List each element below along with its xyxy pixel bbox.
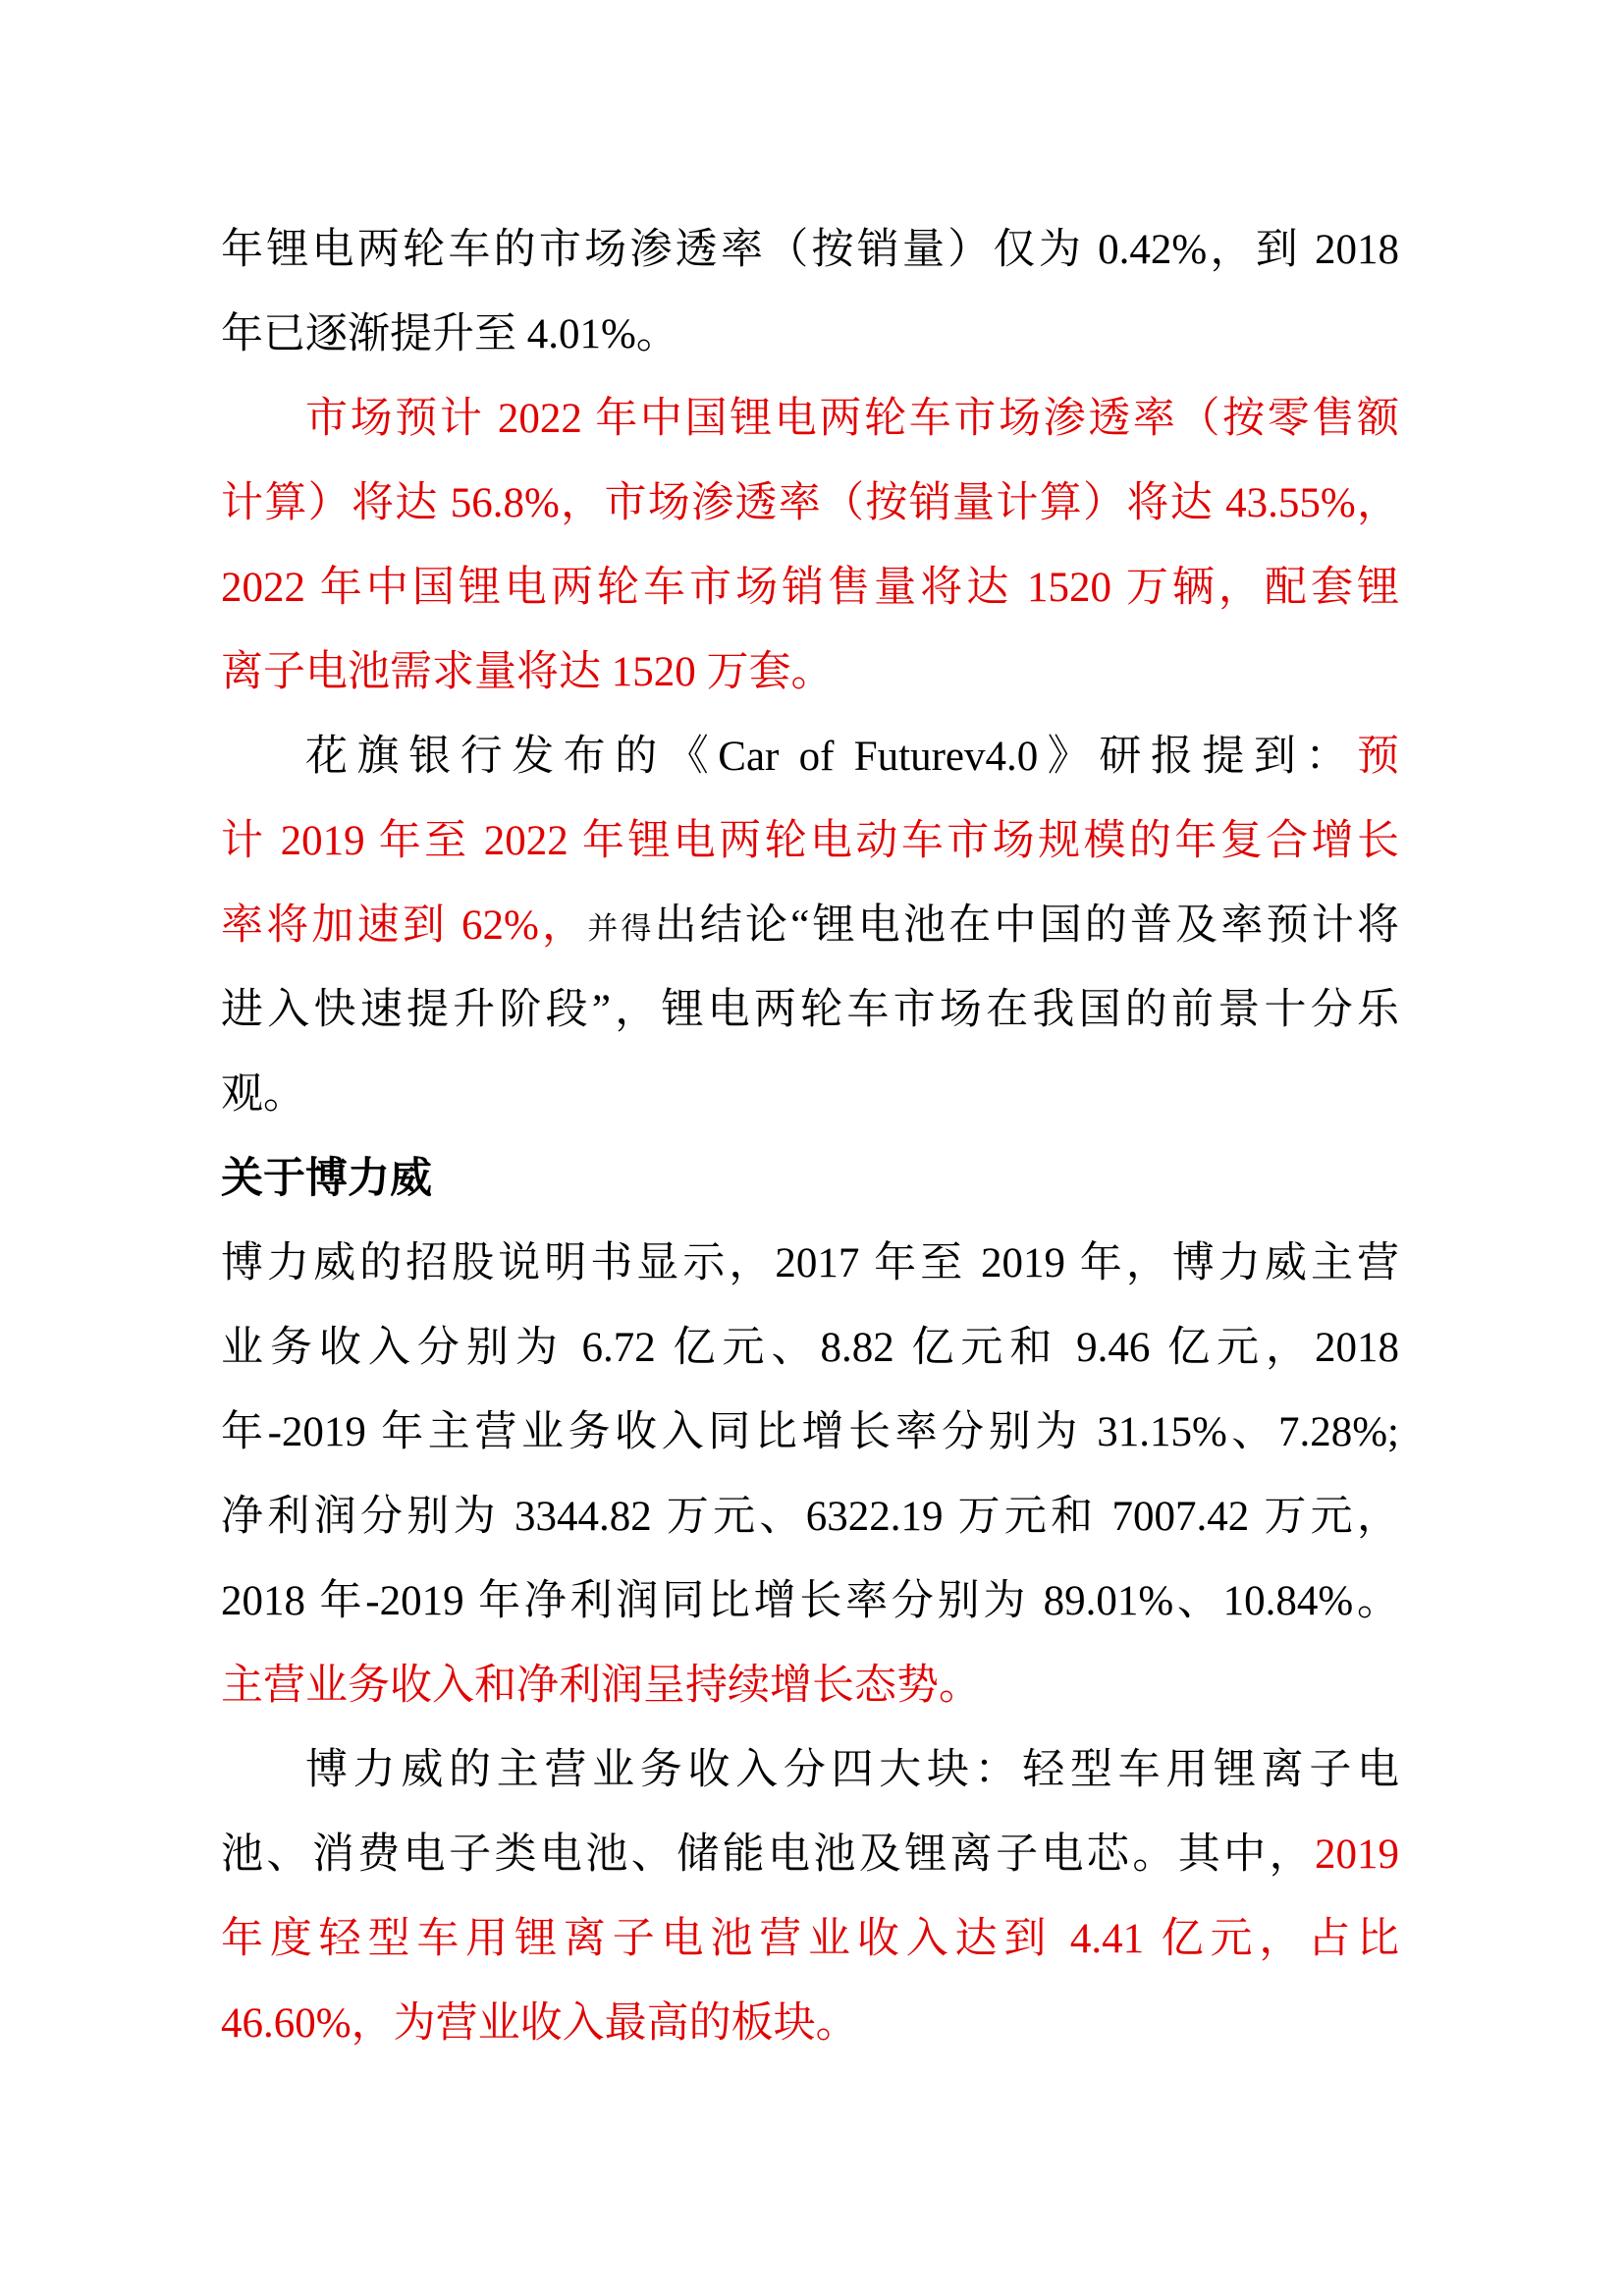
text-segment: 预 [1357,734,1399,780]
text-line [221,293,1399,377]
text-segment: 2018 年-2019 年净利润同比增长率分别为 89.01%、10.84%。 [221,1578,1399,1624]
text-line [221,968,1399,1053]
text-segment: 46.60%，为营业收入最高的板块。 [221,2000,858,2047]
text-line [221,1475,1399,1559]
text-segment: 并得 [587,911,655,946]
text-segment: 率将加速到 62%， [221,902,588,949]
text-segment: 2019 [1315,1831,1399,1878]
text-line [221,1644,1399,1728]
text-line [221,1982,1399,2066]
text-segment: 年-2019 年主营业务收入同比增长率分别为 31.15%、7.28%; [221,1409,1399,1455]
text-line [221,630,1399,715]
text-line [221,1222,1399,1306]
text-segment: 计算）将达 56.8%，市场渗透率（按销量计算）将达 43.55%， [221,480,1399,526]
text-line [221,1897,1399,1982]
text-line [221,799,1399,884]
text-line [221,1813,1399,1897]
text-segment: 年度轻型车用锂离子电池营业收入达到 4.41 亿元，占比 [221,1916,1399,1962]
text-segment: 计 2019 年至 2022 年锂电两轮电动车市场规模的年复合增长 [221,818,1399,864]
text-segment: 2022 年中国锂电两轮车市场销售量将达 1520 万辆，配套锂 [221,565,1399,611]
text-segment: 主营业务收入和净利润呈持续增长态势。 [221,1663,981,1709]
text-segment: 业务收入分别为 6.72 亿元、8.82 亿元和 9.46 亿元，2018 [221,1325,1399,1371]
text-segment: 离子电池需求量将达 1520 万套。 [221,649,834,695]
text-line [221,884,1399,968]
section-heading [221,1137,1399,1222]
text-segment: 观。 [221,1071,305,1118]
text-line [221,1391,1399,1475]
document-body [221,208,1399,2066]
text-segment: 出结论“锂电池在中国的普及率预计将 [654,902,1400,949]
text-line [221,1306,1399,1391]
text-segment: 博力威的招股说明书显示，2017 年至 2019 年，博力威主营 [221,1240,1399,1286]
text-line [221,1728,1399,1813]
text-segment: 年已逐渐提升至 4.01%。 [221,311,678,357]
text-segment: 市场预计 2022 年中国锂电两轮车市场渗透率（按零售额 [305,396,1399,442]
text-line [221,546,1399,630]
text-line [221,1559,1399,1644]
text-segment: 关于博力威 [221,1156,432,1202]
text-segment: 进入快速提升阶段”，锂电两轮车市场在我国的前景十分乐 [221,987,1399,1033]
text-segment: 年锂电两轮车的市场渗透率（按销量）仅为 0.42%，到 2018 [221,227,1399,273]
text-segment: 池、消费电子类电池、储能电池及锂离子电芯。其中， [221,1831,1315,1878]
text-segment: 花旗银行发布的《Car of Futurev4.0》研报提到： [305,734,1357,780]
text-segment: 博力威的主营业务收入分四大块：轻型车用锂离子电 [305,1747,1399,1793]
text-line [221,715,1399,799]
text-line [221,208,1399,293]
text-line [221,462,1399,546]
text-segment: 净利润分别为 3344.82 万元、6322.19 万元和 7007.42 万元， [221,1494,1399,1540]
text-line [221,1053,1399,1137]
text-line [221,377,1399,462]
